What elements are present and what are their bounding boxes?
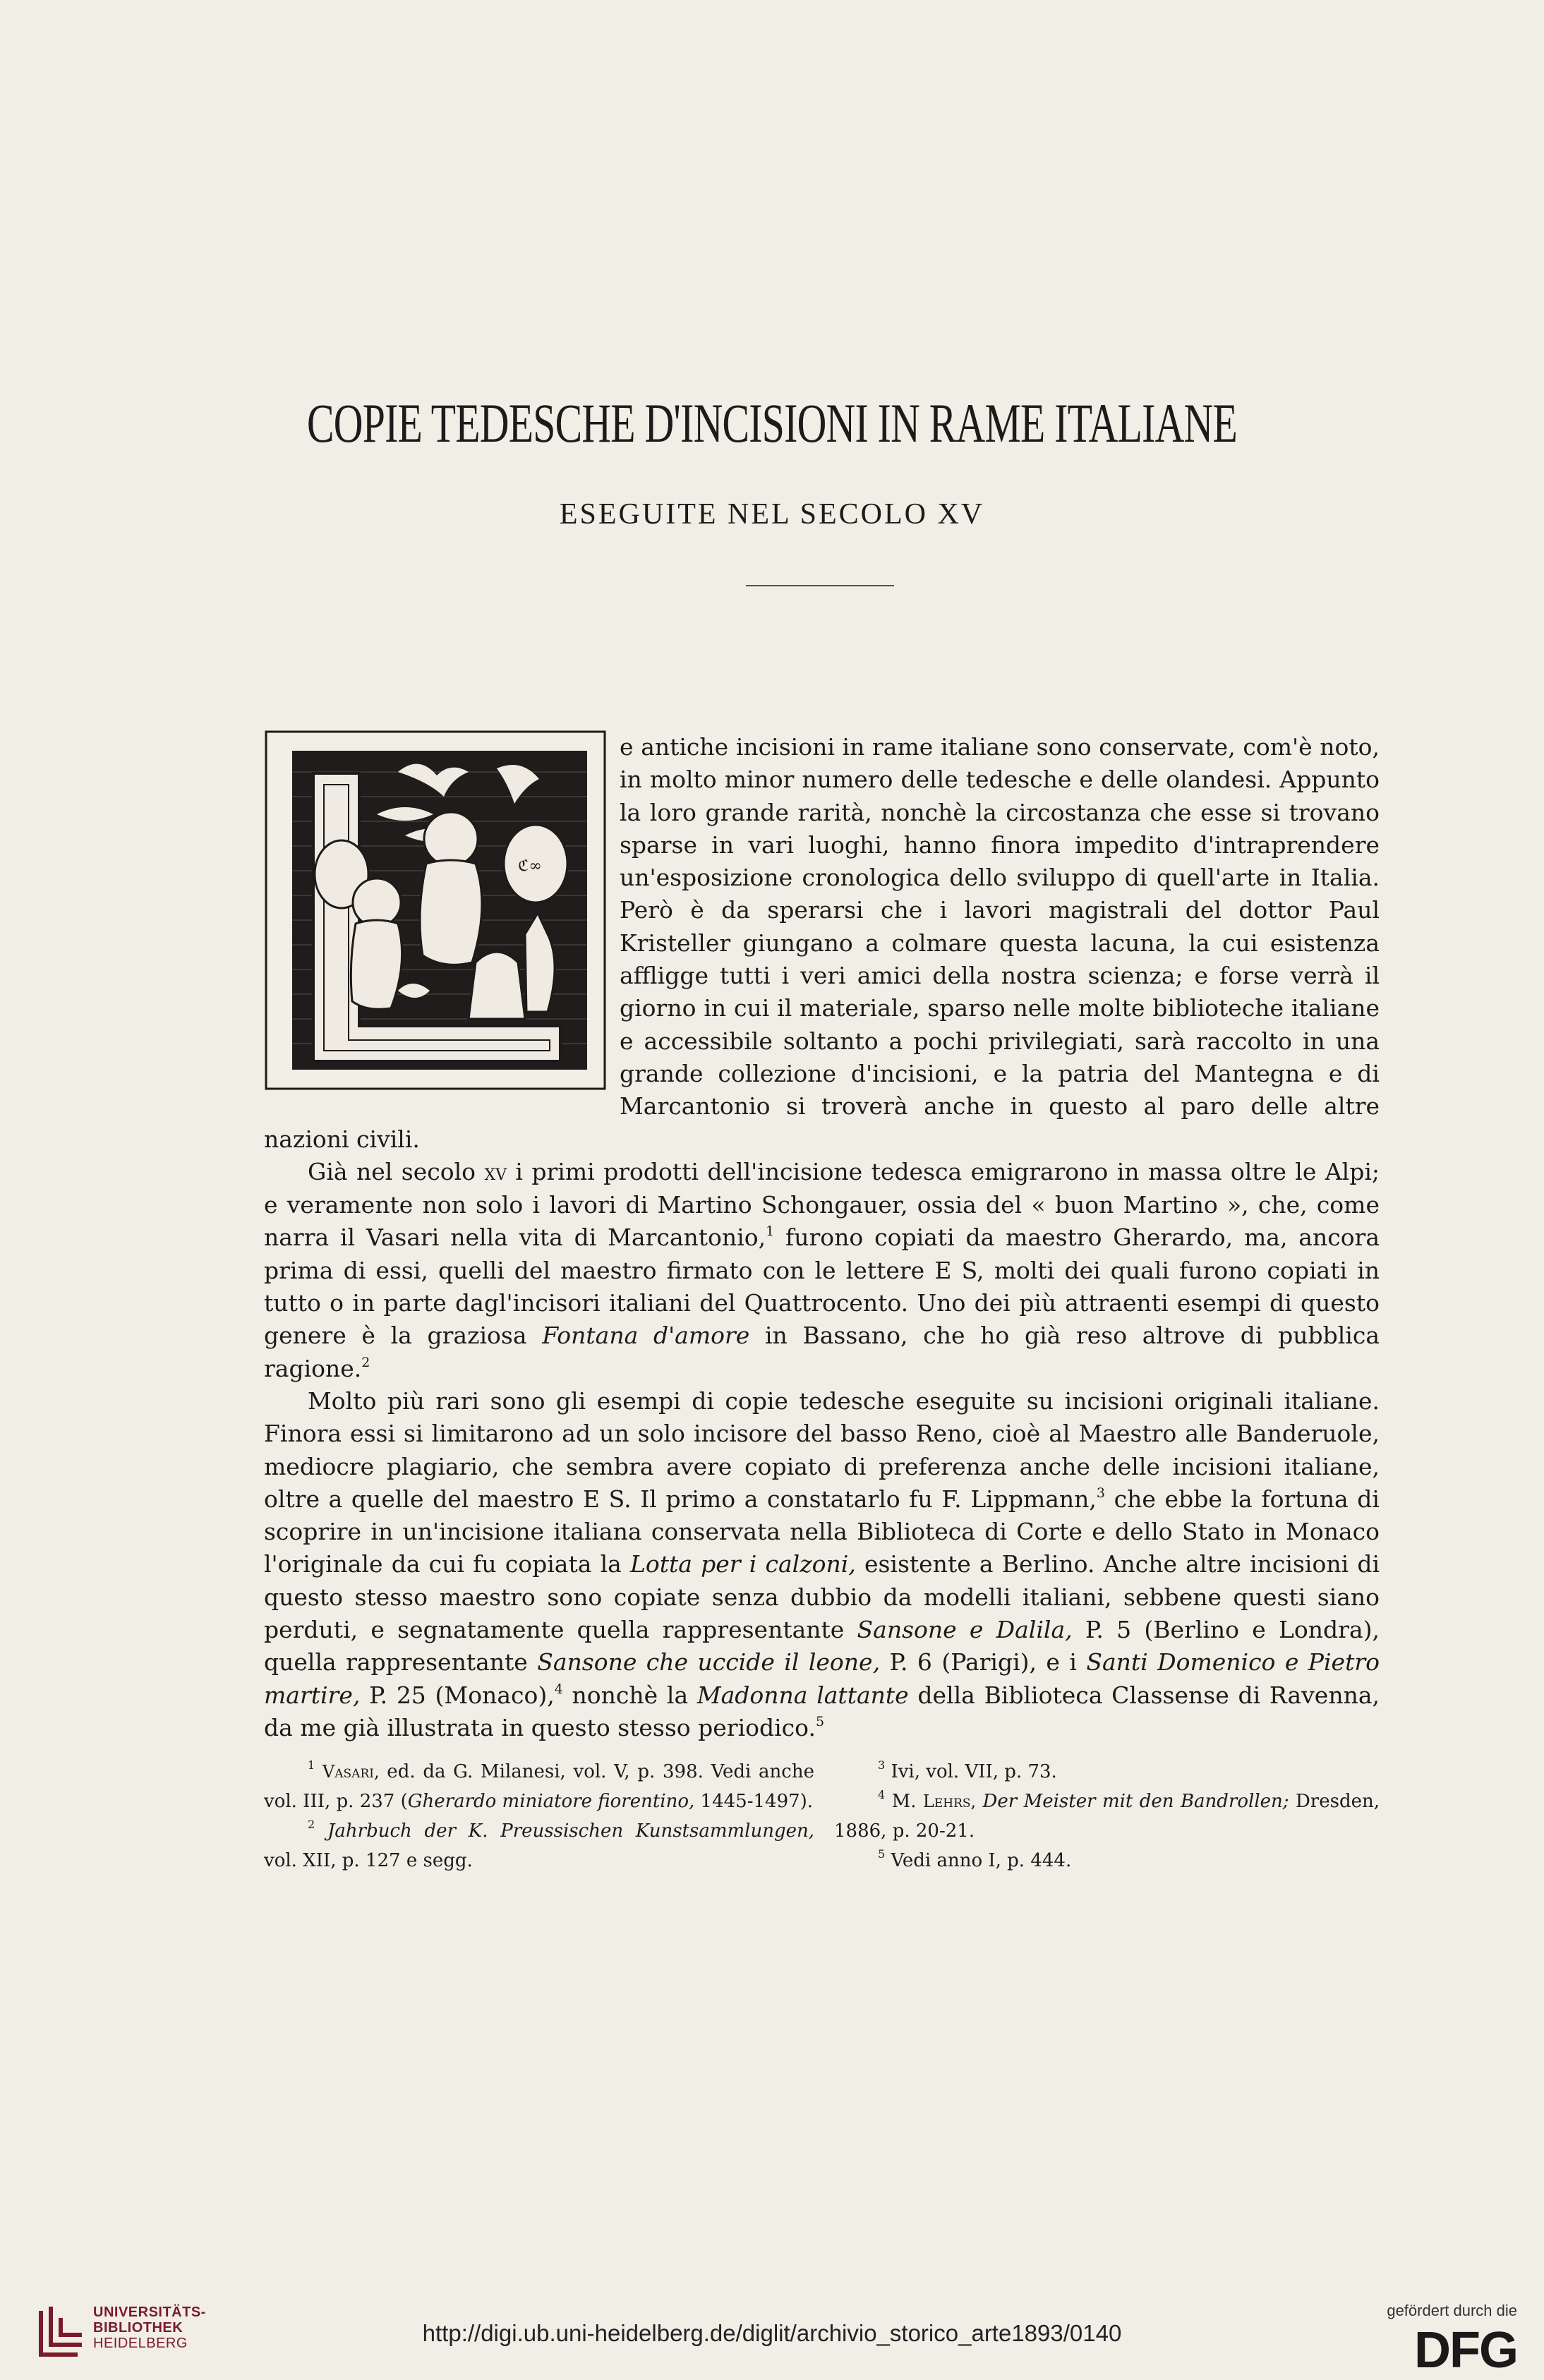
work-title: Fontana d'amore bbox=[542, 1322, 750, 1350]
footnote-5 bbox=[834, 1846, 1380, 1875]
text-run: Già nel secolo bbox=[308, 1157, 485, 1185]
article-title: COPIE TEDESCHE D'INCISIONI IN RAME ITALIANE bbox=[307, 392, 1237, 454]
text-run: P. 6 (Parigi), e i bbox=[880, 1648, 1087, 1677]
digitization-footer bbox=[0, 2279, 1544, 2380]
library-name-line: HEIDELBERG bbox=[93, 2336, 188, 2351]
footnote-ref[interactable]: 4 bbox=[554, 1681, 563, 1697]
library-name-line: BIBLIOTHEK bbox=[93, 2320, 183, 2336]
footnote-number: 4 bbox=[878, 1788, 886, 1801]
paragraph-2 bbox=[264, 1156, 1380, 1385]
work-title: Der Meister mit den Bandrollen; bbox=[976, 1791, 1289, 1812]
footnote-ref[interactable]: 2 bbox=[361, 1354, 370, 1370]
dfg-logo[interactable]: DFG bbox=[1414, 2322, 1517, 2379]
article-subtitle: ESEGUITE NEL SECOLO XV bbox=[559, 498, 985, 531]
work-title: Jahrbuch der K. Preussischen Kunstsammlungen, bbox=[327, 1820, 814, 1842]
footnote-number: 3 bbox=[878, 1758, 886, 1772]
text-run: 1445-1497). bbox=[694, 1791, 814, 1812]
work-title: Santi Domenico e Pietro martire, bbox=[264, 1648, 1380, 1709]
work-title: Madonna lattante bbox=[696, 1681, 909, 1709]
work-title: Sansone e Dalila, bbox=[857, 1616, 1073, 1644]
footnote-ref[interactable]: 1 bbox=[766, 1224, 775, 1240]
svg-text:ℭ∞: ℭ∞ bbox=[518, 857, 542, 875]
work-title: Gherardo miniatore fiorentino, bbox=[407, 1791, 695, 1812]
century-numeral: xv bbox=[484, 1159, 507, 1185]
footnote-number: 5 bbox=[878, 1847, 886, 1861]
text-run: Vedi anno I, p. 444. bbox=[891, 1850, 1072, 1871]
text-run: esistente a Berlino. Anche altre incisioni di questo stesso maestro sono copiate senza dubbio da modelli italiani, sebbene questi siano perduti, e segnatamente quella rappresentante bbox=[264, 1550, 1380, 1644]
footnote-number: 1 bbox=[308, 1758, 315, 1772]
footnote-2 bbox=[264, 1816, 814, 1875]
text-run: Molto più rari sono gli esempi di copie tedesche eseguite su incisioni originali italiane. Finora essi si limitarono ad un solo incisore del basso Reno, cioè al Maestro alle Banderuole, mediocre plagiario, che sembra avere copiato di preferenza anche delle incisioni italiane, oltre a quelle del maestro E S. Il primo a constatarlo fu F. Lippmann, bbox=[264, 1387, 1380, 1513]
text-run: ed. da G. Milanesi, vol. V, p. 398. Vedi anche vol. III, p. 237 ( bbox=[264, 1761, 814, 1812]
footnote-1 bbox=[264, 1757, 814, 1816]
initial-spacer bbox=[264, 731, 620, 1097]
text-run: Ivi, vol. VII, p. 73. bbox=[891, 1761, 1057, 1782]
text-run: della Biblioteca Classense di Ravenna, da me già illustrata in questo stesso periodico. bbox=[264, 1681, 1380, 1741]
text-run: Dresden, 1886, p. 20-21. bbox=[834, 1791, 1380, 1842]
text-run: M. bbox=[891, 1791, 923, 1812]
text-run: nonchè la bbox=[562, 1681, 697, 1709]
footnote-4 bbox=[834, 1787, 1380, 1846]
text-run: che ebbe la fortuna di scoprire in un'incisione italiana conservata nella Biblioteca di Corte e dello Stato in Monaco l'originale da cui fu copiata la bbox=[264, 1485, 1380, 1578]
footnote-ref[interactable]: 3 bbox=[1096, 1485, 1106, 1501]
text-run: i primi prodotti dell'incisione tedesca emigrarono in massa oltre le Alpi; e veramente non solo i lavori di Martino Schongauer, ossia del « buon Martino », che, come narra il Vasari nella vita di Marcantonio, bbox=[264, 1157, 1380, 1252]
funding-note: gefördert durch die bbox=[1387, 2302, 1517, 2319]
author-name: Lehrs, bbox=[922, 1792, 977, 1811]
text-run: vol. XII, p. 127 e segg. bbox=[264, 1850, 473, 1871]
text-run: in Bassano, che ho già reso altrove di pubblica ragione. bbox=[264, 1322, 1380, 1382]
text-run: P. 25 (Monaco), bbox=[360, 1681, 555, 1709]
footnote-3 bbox=[834, 1757, 1380, 1787]
permalink[interactable]: http://digi.ub.uni-heidelberg.de/diglit/archivio_storico_arte1893/0140 bbox=[422, 2320, 1122, 2346]
library-name-line: UNIVERSITÄTS- bbox=[93, 2305, 206, 2320]
work-title: Lotta per i calzoni, bbox=[630, 1550, 856, 1578]
footnote-ref[interactable]: 5 bbox=[815, 1713, 825, 1729]
article-body bbox=[264, 731, 1380, 1744]
title-divider bbox=[746, 585, 894, 586]
text-run: P. 5 (Berlino e Londra), quella rappresentante bbox=[264, 1616, 1380, 1677]
paragraph-3 bbox=[264, 1385, 1380, 1744]
footnotes-left-column bbox=[264, 1757, 814, 1875]
initial-continuation: e antiche incisioni in rame italiane sono conservate, com'è noto, in molto minor numero delle tedesche e delle olandesi. Appunto la loro grande rarità, nonchè la circostanza che esse si trovano sparse in vari luoghi, hanno finora impedito d'intraprendere un'esposizione cronologica dello sviluppo di quell'arte in Italia. Però è da sperarsi che i lavori magistrali del dottor Paul Kristeller giungano a colmare questa lacuna, la cui esistenza affligge tutti i veri amici della nostra scienza; e forse verrà il giorno in cui il materiale, sparso nelle molte biblioteche italiane e accessibile soltanto a pochi privilegiati, sarà raccolto in una grande collezione d'incisioni, e la patria del Mantegna e di Marcantonio si troverà anche in questo al paro delle altre nazioni civili. bbox=[264, 733, 1380, 1153]
footnote-number: 2 bbox=[308, 1818, 315, 1831]
author-name: Vasari, bbox=[322, 1762, 380, 1782]
work-title: Sansone che uccide il leone, bbox=[537, 1648, 881, 1677]
text-run: furono copiati da maestro Gherardo, ma, ancora prima di essi, quelli del maestro firmato con le lettere E S, molti dei quali furono copiati in tutto o in parte dagl'incisori italiani del Quattrocento. Uno dei più attraenti esempi di questo genere è la graziosa bbox=[264, 1224, 1380, 1350]
footnotes-right-column bbox=[834, 1757, 1380, 1875]
